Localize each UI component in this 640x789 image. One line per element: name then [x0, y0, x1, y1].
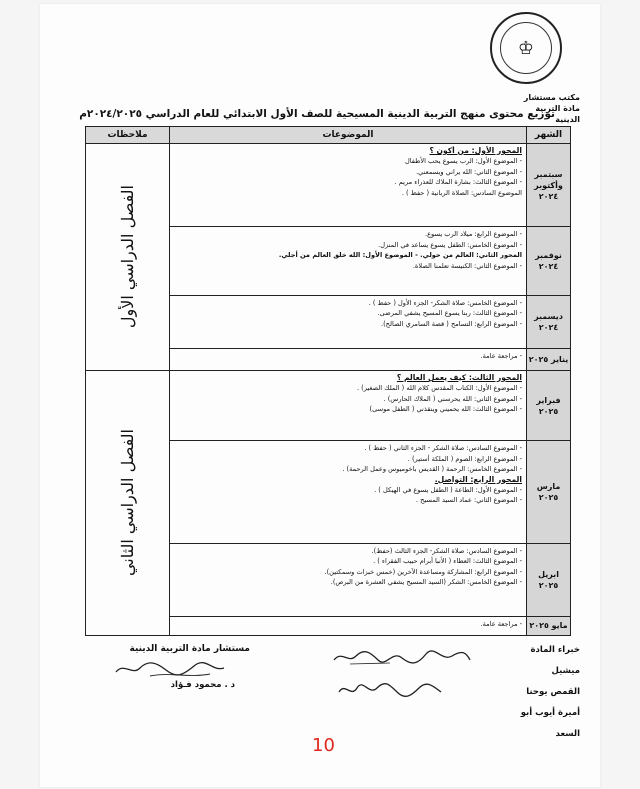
axis-heading: المحور الثالث: كيف يعمل العالم ؟ — [396, 372, 522, 382]
ministry-seal — [490, 12, 562, 84]
topic-line: - مراجعة عامة. — [480, 352, 522, 361]
month-text: ٢٠٢٥ — [538, 493, 559, 503]
topics-cell — [170, 441, 527, 544]
topic-line: - مراجعة عامة. — [480, 619, 522, 628]
semester-2-label: الفصل الدراسي الثاني — [118, 429, 137, 577]
table-row — [86, 370, 571, 441]
expert-1-signature — [330, 646, 475, 668]
topic-line: - الموضوع الثالث: بشارة الملاك للعذراء مريم . — [394, 178, 522, 187]
experts-block — [520, 640, 580, 745]
topic-line: - الموضوع الخامس: صلاة الشكر- الجزء الأول ( حفظ ) . — [368, 298, 522, 307]
topics-cell — [170, 616, 527, 635]
topics-cell — [170, 370, 527, 441]
month-text: مايو ٢٠٢٥ — [529, 621, 568, 631]
advisor-title: مستشار مادة التربية الدينية — [129, 644, 250, 654]
month-text: مارس — [536, 482, 561, 492]
month-cell — [527, 616, 571, 635]
expert-name-1: ميشيل القمص يوحنا — [526, 666, 580, 697]
page-number: 10 — [312, 735, 335, 756]
advisor-signature — [110, 658, 230, 680]
topic-line: - الموضوع الثاني: الله يحرسني ( الملاك الحارس) . — [383, 394, 522, 403]
month-text: فبراير — [536, 395, 561, 405]
topic-line: - الموضوع الرابع: الصوم ( الملكة أستير) . — [407, 454, 522, 463]
topic-line: - الموضوع الخامس: الرحمة ( القديس باخوميوس وعمل الرحمة) . — [342, 465, 522, 474]
semester-1-label: الفصل الدراسي الأول — [118, 185, 137, 329]
topic-line: - الموضوع الثالث: ربنا يسوع المسيح يشفي المرضى. — [377, 309, 522, 318]
advisor-name: د . محمود فـؤاد — [170, 680, 235, 690]
topic-line: - الموضوع الرابع: التسامح ( قصة السامري الصالح). — [381, 319, 522, 328]
month-text: ٢٠٢٥ — [538, 580, 559, 590]
curriculum-table — [85, 126, 571, 636]
month-text: ٢٠٢٤ — [538, 323, 559, 333]
month-cell — [527, 441, 571, 544]
header-topics: الموضوعات — [170, 127, 527, 144]
notes-semester-1 — [86, 144, 170, 371]
topics-cell — [170, 144, 527, 227]
month-cell — [527, 144, 571, 227]
axis-heading: المحور الرابع: التواصل. — [434, 474, 522, 484]
topics-cell — [170, 295, 527, 348]
eagle-emblem-icon: ♔ — [500, 22, 552, 74]
month-text: ابريل — [538, 569, 559, 579]
month-cell — [527, 227, 571, 295]
topic-line: - الموضوع السادس: صلاة الشكر - الجزء الثاني ( حفظ ) . — [364, 444, 522, 453]
expert-2-signature — [335, 680, 445, 700]
month-cell — [527, 543, 571, 616]
document-title: توزيع محتوى منهج التربية الدينية المسيحية للصف الأول الابتدائي للعام الدراسي ٢٠٢٤/٢٠٢٥م — [79, 108, 555, 120]
topic-line: - الموضوع الخامس: الطفل يسوع يساعد في المنزل. — [378, 240, 522, 249]
month-text: ٢٠٢٤ — [538, 191, 559, 201]
topic-line: - الموضوع الثالث: العطاء ( الأنبا أبرام حبيب الفقراء ) . — [373, 557, 522, 566]
axis-heading: المحور الأول: من أكون ؟ — [429, 146, 522, 155]
topics-cell — [170, 543, 527, 616]
topic-line: الموضوع السادس: الصلاة الربانية ( حفظ ) . — [401, 188, 522, 197]
month-text: ٢٠٢٥ — [538, 406, 559, 416]
office-line-1: مكتب مستشار — [523, 93, 580, 102]
expert-name-2: أميرة أيوب أبو السعد — [520, 708, 580, 739]
topic-line: - الموضوع الرابع: المشاركة ومساعدة الآخرين (خمس خبزات وسمكتين). — [324, 567, 522, 576]
topic-line: - الموضوع الخامس: الشكر (السيد المسيح يشفي العشرة من البرص). — [330, 578, 522, 587]
topic-line: - الموضوع الأول: الكتاب المقدس كلام الله ( الملك الصغير) . — [356, 384, 522, 393]
topic-line: - الموضوع الثاني: الكنيسة تعلمنا الصلاة. — [412, 261, 522, 270]
topic-line: - الموضوع الثالث: الله يحميني وينقذني ( الطفل موسى) — [369, 404, 522, 413]
month-text: ديسمبر — [534, 312, 563, 322]
notes-semester-2 — [86, 370, 170, 635]
topic-line: - الموضوع الأول: الرب يسوع يحب الأطفال — [404, 157, 522, 166]
month-cell — [527, 295, 571, 348]
topics-cell — [170, 227, 527, 295]
office-line-2: مادة التربية الدينية — [535, 104, 580, 124]
experts-title: خبراء المادة — [530, 645, 580, 655]
table-header-row — [86, 127, 571, 144]
table-row — [86, 144, 571, 227]
topics-cell — [170, 349, 527, 370]
header-month: الشهر — [527, 127, 571, 144]
month-text: نوفمبر — [535, 251, 562, 261]
month-text: وأكتوبر — [534, 180, 563, 190]
month-cell — [527, 349, 571, 370]
topic-line: - الموضوع السادس: صلاة الشكر- الجزء الثالث (حفظ). — [371, 546, 522, 555]
topic-line: - الموضوع الثاني: عماد السيد المسيح . — [415, 496, 522, 505]
topic-line: - الموضوع الثاني: الله يراني ويسمعني. — [416, 167, 522, 176]
month-text: سبتمبر — [534, 169, 563, 179]
axis-heading: المحور الثاني: العالم من حولي. - الموضوع الأول: الله خلق العالم من أجلي. — [278, 251, 522, 260]
header-notes: ملاحظات — [86, 127, 170, 144]
topic-line: - الموضوع الأول: الطاعة ( الطفل يسوع في الهيكل ) . — [374, 485, 522, 494]
topic-line: - الموضوع الرابع: ميلاد الرب يسوع. — [425, 230, 522, 239]
month-text: ٢٠٢٤ — [538, 262, 559, 272]
month-cell — [527, 370, 571, 441]
month-text: يناير ٢٠٢٥ — [528, 355, 569, 365]
